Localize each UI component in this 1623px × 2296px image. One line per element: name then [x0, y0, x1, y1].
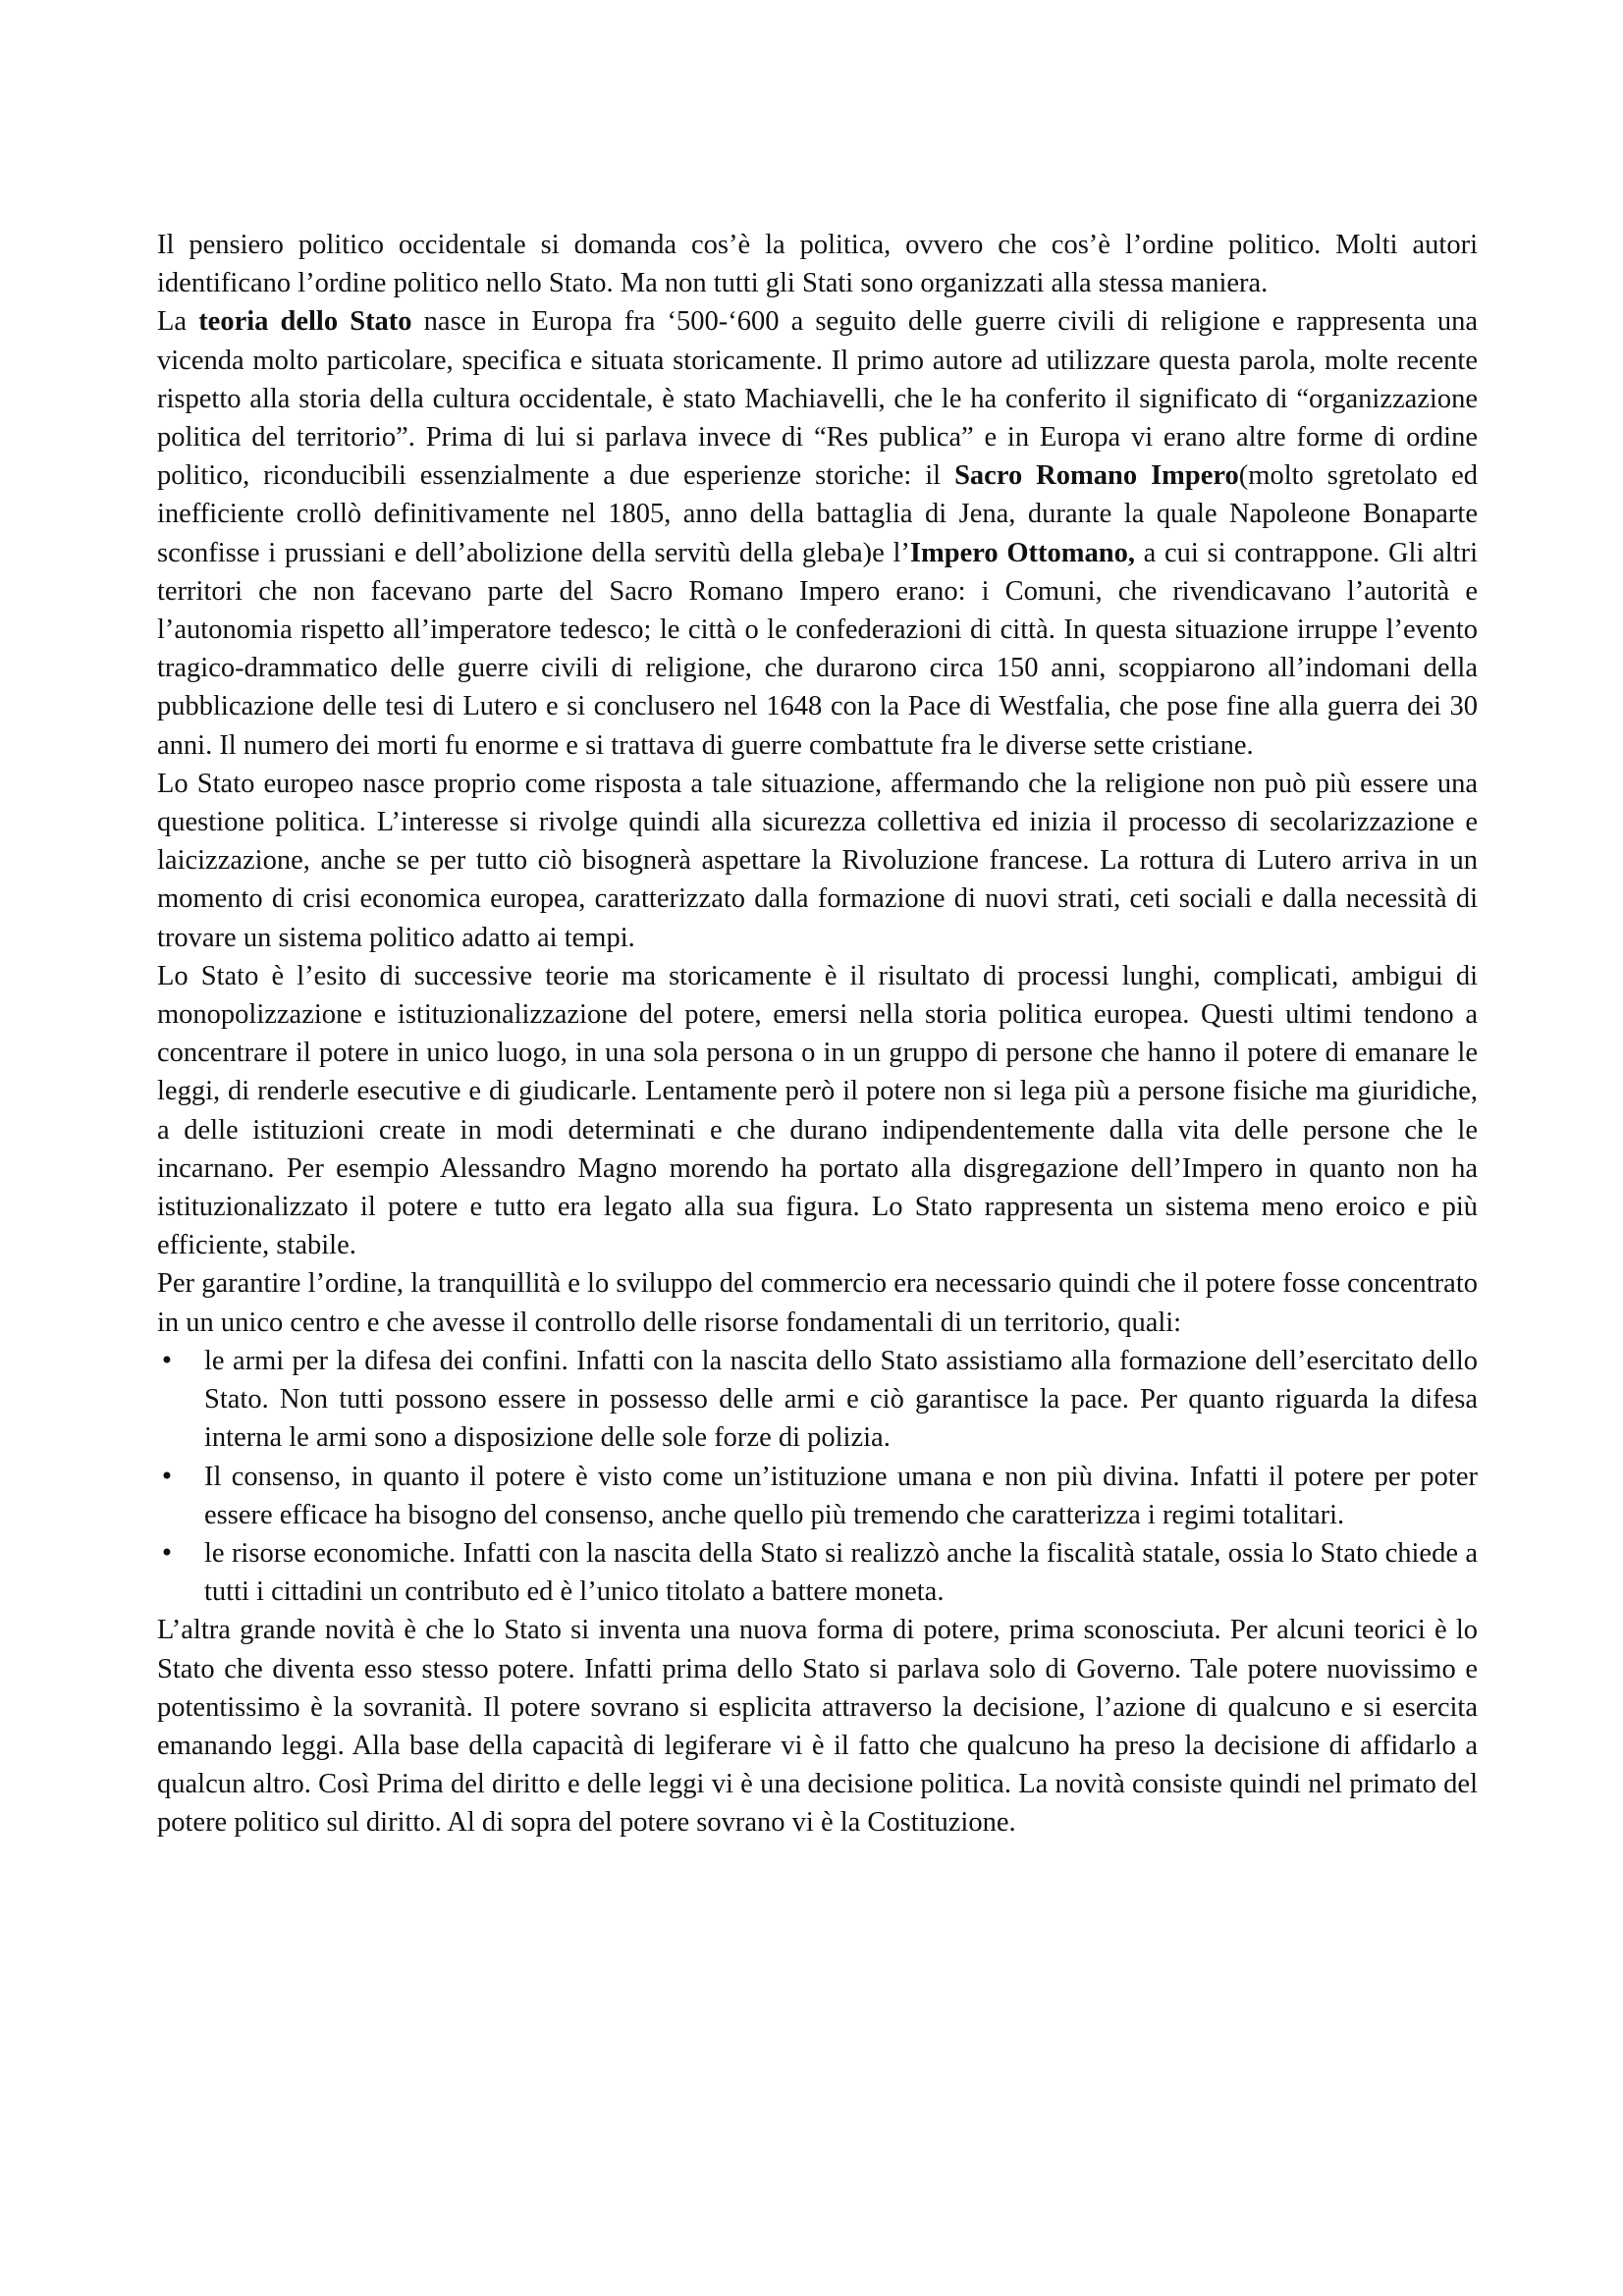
paragraph-text: a cui si contrappone. Gli altri territori che non facevano parte del Sacro Romano Impero erano: i Comuni, che rivendicavano l’autorità e l’autonomia rispetto all’imperatore tedesco; le città o le confederazioni di città. In questa situazione irruppe l’evento tragico-drammatico delle guerre civili di religione, che durarono circa 150 anni, scoppiarono all’indomani della pubblicazione delle tesi di Lutero e si conclusero nel 1648 con la Pace di Westfalia, che pose fine alla guerra dei 30 anni. Il numero dei morti fu enorme e si trattava di guerre combattute fra le diverse sette cristiane. — [157, 537, 1478, 761]
paragraph-theory-of-state — [157, 302, 1478, 764]
resources-list — [157, 1342, 1478, 1611]
paragraph-european-state: Lo Stato europeo nasce proprio come risposta a tale situazione, affermando che la religione non può più essere una questione politica. L’interesse si rivolge quindi alla sicurezza collettiva ed inizia il processo di secolarizzazione e laicizzazione, anche se per tutto ciò bisognerà aspettare la Rivoluzione francese. La rottura di Lutero arriva in un momento di crisi economica europea, caratterizzato dalla formazione di nuovi strati, ceti sociali e dalla necessità di trovare un sistema politico adatto ai tempi. — [157, 768, 1478, 953]
document-page — [157, 226, 1478, 1842]
bullet-icon: • — [159, 1538, 175, 1567]
list-item-text: le risorse economiche. Infatti con la nascita della Stato si realizzò anche la fiscalità statale, ossia lo Stato chiede a tutti i cittadini un contributo ed è l’unico titolato a battere moneta. — [204, 1537, 1478, 1608]
paragraph-text: (molto sgretolato ed inefficiente crollò definitivamente nel 1805, anno della battaglia di Jena, durante la quale Napoleone Bonaparte sconfisse i prussiani e dell’abolizione della servitù della gleba)e l’ — [157, 460, 1479, 568]
bold-term-impero-ottomano: Impero Ottomano, — [909, 537, 1135, 568]
paragraph-state-outcome: Lo Stato è l’esito di successive teorie ma storicamente è il risultato di processi lunghi, complicati, ambigui di monopolizzazione e istituzionalizzazione del potere, emersi nella storia politica europea. Questi ultimi tendono a concentrare il potere in unico luogo, in una sola persona o in un gruppo di persone che hanno il potere di emanare le leggi, di renderle esecutive e di giudicarle. Lentamente però il potere non si lega più a persone fisiche ma giuridiche, a delle istituzioni create in modi determinati e che durano indipendentemente dalla vita delle persone che le incarnano. Per esempio Alessandro Magno morendo ha portato alla disgregazione dell’Impero in quanto non ha istituzionalizzato il potere e tutto era legato alla sua figura. Lo Stato rappresenta un sistema meno eroico e più efficiente, stabile. — [157, 960, 1478, 1261]
paragraph-order-resources: Per garantire l’ordine, la tranquillità e lo sviluppo del commercio era necessario quindi che il potere fosse concentrato in un unico centro e che avesse il controllo delle risorse fondamentali di un territorio, quali: — [157, 1268, 1478, 1338]
bullet-icon: • — [159, 1346, 175, 1374]
list-item — [157, 1458, 1478, 1534]
bold-term-teoria-dello-stato: teoria dello Stato — [198, 306, 412, 338]
list-item — [157, 1342, 1478, 1458]
list-item-text: Il consenso, in quanto il potere è visto come un’istituzione umana e non più divina. Infatti il potere per poter essere efficace ha bisogno del consenso, anche quello più tremendo che caratterizza i regimi totalitari. — [204, 1461, 1478, 1530]
bold-term-sacro-romano-impero: Sacro Romano Impero — [954, 460, 1239, 492]
bullet-icon: • — [159, 1462, 175, 1490]
list-item-text: le armi per la difesa dei confini. Infatti con la nascita dello Stato assistiamo alla formazione dell’esercitato dello Stato. Non tutti possono essere in possesso delle armi e ciò garantisce la pace. Per quanto riguarda la difesa interna le armi sono a disposizione delle sole forze di polizia. — [204, 1345, 1478, 1454]
paragraph-intro: Il pensiero politico occidentale si domanda cos’è la politica, ovvero che cos’è l’ordine politico. Molti autori identificano l’ordine politico nello Stato. Ma non tutti gli Stati sono organizzati alla stessa maniera. — [157, 230, 1478, 299]
paragraph-text: nasce in Europa fra ‘500-‘600 a seguito delle guerre civili di religione e rappresenta una vicenda molto particolare, specifica e situata storicamente. Il primo autore ad utilizzare questa parola, molte recente rispetto alla storia della cultura occidentale, è stato Machiavelli, che le ha conferito il significato di “organizzazione politica del territorio”. Prima di lui si parlava invece di “Res publica” e in Europa vi erano altre forme di ordine politico, riconducibili essenzialmente a due esperienze storiche: il — [157, 306, 1478, 492]
list-item — [157, 1534, 1478, 1611]
paragraph-sovereignty: L’altra grande novità è che lo Stato si inventa una nuova forma di potere, prima sconosciuta. Per alcuni teorici è lo Stato che diventa esso stesso potere. Infatti prima dello Stato si parlava solo di Governo. Tale potere nuovissimo e potentissimo è la sovranità. Il potere sovrano si esplicita attraverso la decisione, l’azione di qualcuno e si esercita emanando leggi. Alla base della capacità di legiferare vi è il fatto che qualcuno ha preso la decisione di affidarlo a qualcun altro. Così Prima del diritto e delle leggi vi è una decisione politica. La novità consiste quindi nel primato del potere politico sul diritto. Al di sopra del potere sovrano vi è la Costituzione. — [157, 1615, 1478, 1839]
paragraph-text: La — [157, 306, 199, 338]
